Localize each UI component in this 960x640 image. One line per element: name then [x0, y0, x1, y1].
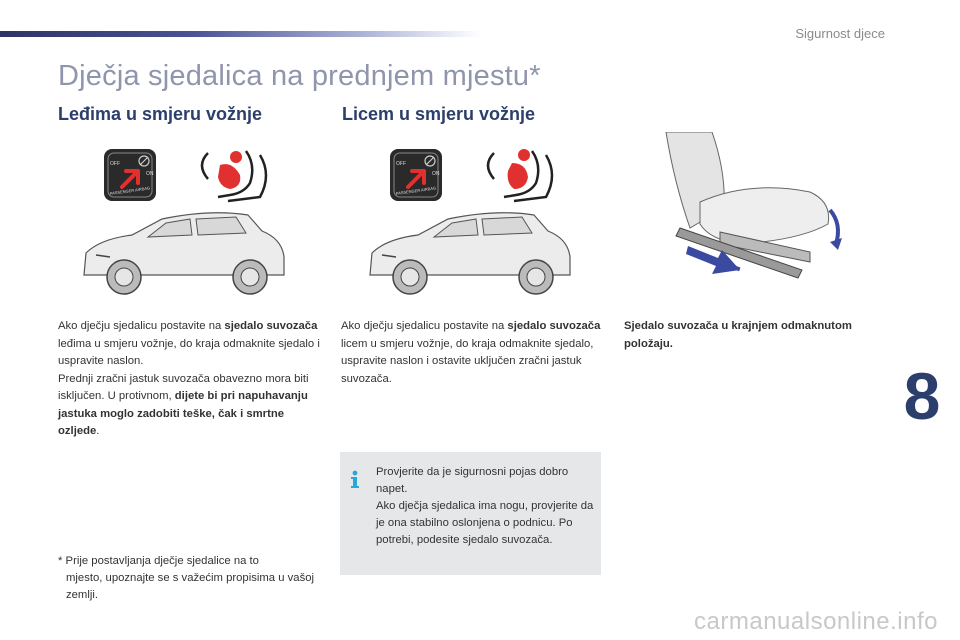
airbag-off-label: OFF: [396, 161, 406, 167]
airbag-off-panel-icon: [104, 149, 156, 201]
page-title: Dječja sjedalica na prednjem mjestu*: [58, 60, 541, 92]
info-line: Provjerite da je sigurnosni pojas dobro napet.: [376, 466, 569, 495]
text-run: Prednji zračni jastuk suvozača obavezno mora biti isključen. U protivnom,: [58, 372, 309, 402]
watermark: carmanualsonline.info: [694, 608, 938, 635]
text-run: licem u smjeru vožnje, do kraja odmaknite sjedalo, uspravite naslon i ostavite uključen zračni jastuk suvozača.: [341, 337, 594, 385]
airbag-on-label: ON: [146, 171, 154, 177]
info-line: Ako dječja sjedalica ima nogu, provjerite da je ona stabilno oslonjena o podnicu. Po potrebi, podesite sjedalo suvozača.: [376, 500, 594, 546]
section-label: Sigurnost djece: [795, 26, 885, 41]
rear-facing-child-seat-icon: [202, 151, 266, 201]
text-run: .: [96, 425, 100, 437]
seat-position-caption: Sjedalo suvozača u krajnjem odmaknutom položaju.: [624, 320, 852, 350]
footnote-first-line: Prije postavljanja dječje sjedalice na to: [65, 555, 259, 567]
bold-run: sjedalo suvozača: [224, 320, 318, 332]
rear-facing-illustration: [70, 135, 310, 305]
info-text: [376, 464, 596, 549]
text-run: Ako dječju sjedalicu postavite na: [58, 320, 225, 332]
airbag-on-label: ON: [432, 171, 440, 177]
airbag-on-panel-icon: [390, 149, 442, 201]
chapter-number: 8: [903, 359, 941, 433]
forward-facing-illustration: [356, 135, 596, 305]
airbag-panel-text: PASSENGER AIRBAG: [395, 185, 437, 196]
bold-run: sjedalo suvozača: [507, 320, 601, 332]
rear-facing-instructions: [58, 318, 326, 441]
bold-run: dijete bi pri napuhavanju jastuka moglo zadobiti teške, čak i smrtne ozljede: [58, 390, 308, 437]
footnote-rest: mjesto, upoznajte se s važećim propisima u vašoj zemlji.: [66, 572, 315, 601]
forward-facing-child-seat-icon: [488, 149, 552, 201]
car-side-view-icon: [84, 213, 284, 294]
heading-forward-facing: Licem u smjeru vožnje: [342, 104, 536, 124]
car-side-view-icon: [370, 213, 570, 294]
heading-rear-facing: Leđima u smjeru vožnje: [58, 104, 263, 124]
airbag-off-label: OFF: [110, 161, 120, 167]
footnote-star: *: [58, 555, 63, 567]
header-gradient-bar: [0, 31, 480, 37]
forward-facing-instructions: [341, 318, 603, 388]
info-icon: [348, 470, 362, 490]
seat-rail-illustration: [660, 132, 870, 282]
text-run: Ako dječju sjedalicu postavite na: [341, 320, 508, 332]
footnote: [58, 553, 328, 604]
text-run: leđima u smjeru vožnje, do kraja odmaknite sjedalo i uspravite naslon.: [58, 337, 320, 367]
airbag-panel-text: PASSENGER AIRBAG: [109, 185, 151, 196]
